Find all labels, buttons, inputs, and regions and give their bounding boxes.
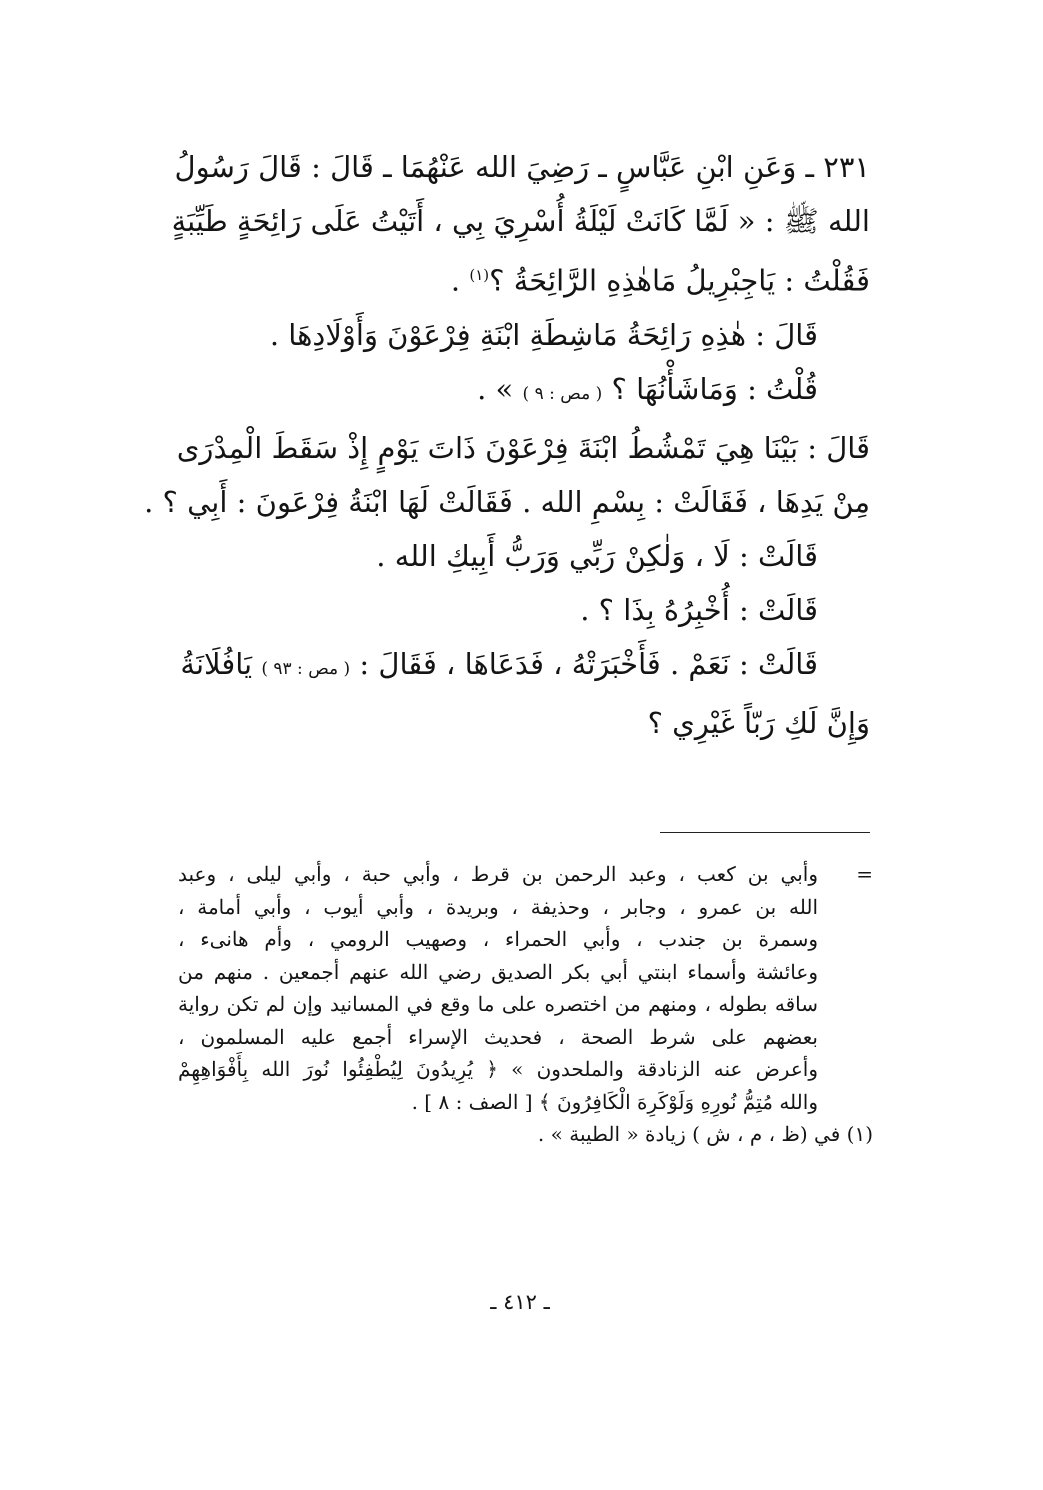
hadith-line: قَالَتْ : لَا ، وَلٰكِنْ رَبِّي وَرَبُّ أَبِيكِ الله . (376, 538, 818, 573)
hadith-text (144, 140, 870, 750)
hadith-line: الله ﷺ : « لَمَّا كَانَتْ لَيْلَةُ أُسْرِيَ بِي ، أَتَيْتُ عَلَى رَائِحَةٍ طَيِّبَةٍ (171, 204, 870, 238)
hadith-line-text: يَافُلَانَةُ (180, 646, 253, 681)
footnote-line: وأعرض عنه الزنادقة والملحدون » ﴿ يُرِيدُونَ لِيُطْفِئُوا نُورَ الله بِأَفْوَاهِهِمْ (178, 1057, 818, 1081)
hadith-line: ٢٣١ ـ وَعَنِ ابْنِ عَبَّاسٍ ـ رَضِيَ الله عَنْهُمَا ـ قَالَ : قَالَ رَسُولُ (174, 150, 870, 184)
footnote-line: والله مُتِمُّ نُورِهِ وَلَوْكَرِهَ الْكَافِرُونَ ﴾ [ الصف : ٨ ] . (411, 1089, 818, 1114)
footnote-line: الله بن عمرو ، وجابر ، وحذيفة ، وبريدة ، وأبي أيوب ، وأبي أمامة ، (178, 894, 818, 919)
hadith-line (180, 637, 870, 696)
footnote-line: وسمرة بن جندب ، وأبي الحمراء ، وصهيب الرومي ، وأم هانىء ، (178, 927, 818, 951)
footnote-separator (660, 832, 870, 833)
footnote-line: ساقه بطوله ، ومنهم من اختصره على ما وقع في المسانيد وإن لم تكن رواية (178, 992, 819, 1016)
hadith-line-text: فَقُلْتُ : يَاجِبْرِيلُ مَاهٰذِهِ الرَّائِحَةُ ؟ (489, 263, 870, 298)
footnote-line: بعضهم على شرط الصحة ، فحديث الإسراء أجمع عليه المسلمون ، (178, 1024, 818, 1049)
page-number: ـ ٤١٢ ـ (490, 1290, 550, 1314)
footnotes (178, 858, 873, 1151)
footnote-line: وعائشة وأسماء ابنتي أبي بكر الصديق رضي الله عنهم أجمعين . منهم من (178, 959, 818, 984)
footnote-marker: (١) (469, 266, 490, 284)
footnote-line-text: وأبي بن كعب ، وعبد الرحمن بن قرط ، وأبي حبة ، وأبي ليلى ، وعبد (178, 862, 818, 886)
hadith-line: وَإِنَّ لَكِ رَبّاً غَيْرِي ؟ (647, 705, 870, 740)
hadith-line (190, 248, 870, 308)
footnote-line (178, 858, 873, 891)
hadith-line-text: قُلْتُ : وَمَاشَأْنُهَا ؟ (611, 371, 818, 406)
hadith-line: قَالَ : هٰذِهِ رَائِحَةُ مَاشِطَةِ ابْنَةِ فِرْعَوْنَ وَأَوْلَادِهَا . (269, 317, 818, 352)
line-end: . (450, 263, 470, 298)
continuation-mark: = (856, 862, 873, 886)
line-end: » . (477, 371, 523, 406)
page-reference: ( مص : ٩ ) (522, 383, 603, 404)
footnote-1: (١) في (ظ ، م ، ش ) زيادة « الطيبة » . (537, 1122, 873, 1146)
page-reference: ( مص : ٩٣ ) (261, 658, 351, 679)
hadith-line: قَالَتْ : أُخْبِرُهُ بِذَا ؟ . (580, 592, 818, 627)
hadith-line: مِنْ يَدِهَا ، فَقَالَتْ : بِسْمِ الله . فَقَالَتْ لَهَا ابْنَةُ فِرْعَونَ : أَبِي ؟ . (144, 484, 870, 519)
hadith-line (190, 362, 870, 421)
hadith-line: قَالَ : بَيْنَا هِيَ تَمْشُطُ ابْنَةَ فِرْعَوْنَ ذَاتَ يَوْمٍ إِذْ سَقَطَ الْمِدْرَى (176, 430, 870, 465)
hadith-line-text: قَالَتْ : نَعَمْ . فَأَخْبَرَتْهُ ، فَدَعَاهَا ، فَقَالَ : (359, 646, 818, 681)
